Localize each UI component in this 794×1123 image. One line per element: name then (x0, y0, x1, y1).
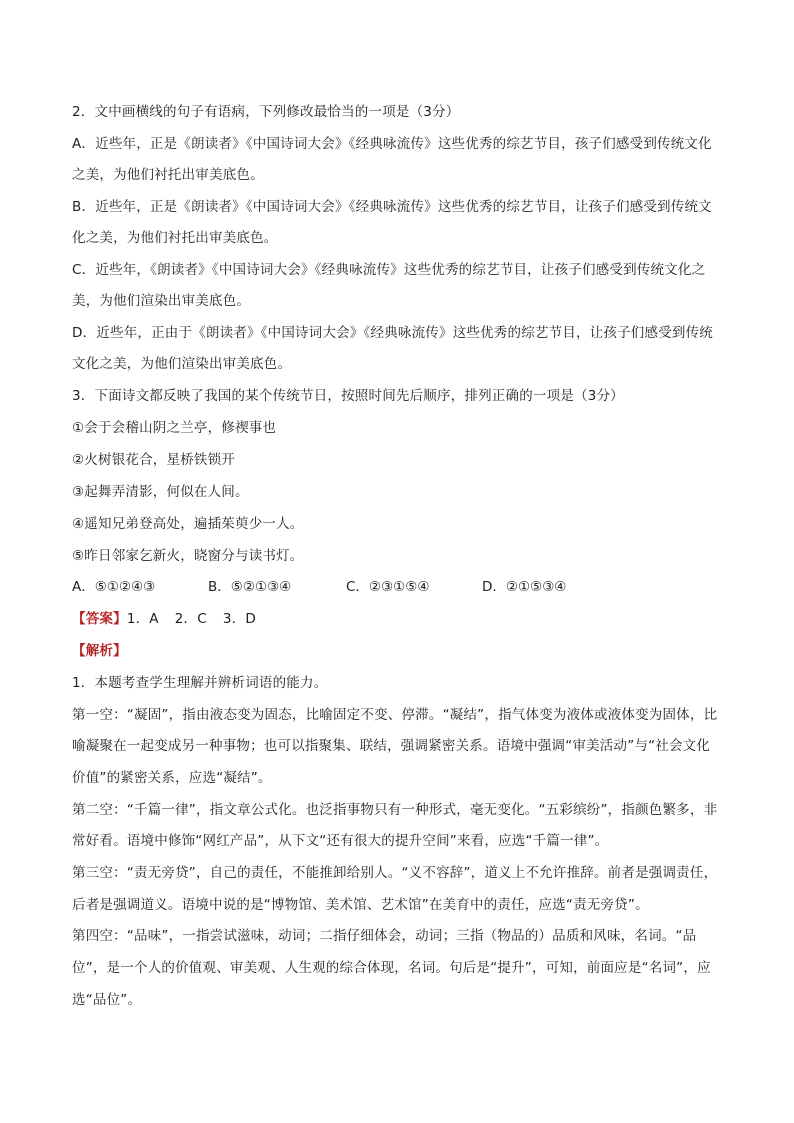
question-2-option-d-line-1: D．近些年，正由于《朗读者》《中国诗词大会》《经典咏流传》这些优秀的综艺节目，让孩子们感受到传统 (72, 325, 713, 341)
question-3-item-3: ③起舞弄清影，何似在人间。 (72, 484, 249, 500)
analysis-blank-3-line-2: 后者是强调道义。语境中说的是“博物馆、美术馆、艺术馆”在美育中的责任，应选“责无旁贷”。 (72, 897, 649, 913)
analysis-blank-2-line-2: 常好看。语境中修饰“网红产品”，从下文“还有很大的提升空间”来看，应选“千篇一律”。 (72, 833, 609, 849)
question-2-option-b-line-2: 化之美，为他们衬托出审美底色。 (72, 230, 278, 246)
question-3-item-4: ④遥知兄弟登高处，遍插茱萸少一人。 (72, 516, 304, 532)
question-3-option-a: A．⑤①②④③ (72, 579, 156, 595)
analysis-blank-2-line-1: 第二空：“千篇一律”，指文章公式化。也泛指事物只有一种形式，毫无变化。“五彩缤纷”，指颜色繁多，非 (72, 802, 718, 818)
analysis-intro: 1．本题考查学生理解并辨析词语的能力。 (72, 675, 328, 691)
analysis-blank-1-line-2: 喻凝聚在一起变成另一种事物；也可以指聚集、联结，强调紧密关系。语境中强调“审美活动”与“社会文化 (72, 738, 711, 754)
answer-item-3: 3．D (222, 611, 256, 627)
question-3-item-2: ②火树银花合，星桥铁锁开 (72, 452, 236, 468)
question-2-option-d-line-2: 文化之美，为他们渲染出审美底色。 (72, 356, 292, 372)
question-2-option-c-line-2: 美，为他们渲染出审美底色。 (72, 293, 251, 309)
analysis-blank-4-line-3: 选“品位”。 (72, 992, 142, 1008)
answer-item-2: 2．C (174, 611, 207, 627)
question-2-option-b-line-1: B．近些年，正是《朗读者》《中国诗词大会》《经典咏流传》这些优秀的综艺节目，让孩子们感受到传统文 (72, 199, 712, 215)
analysis-blank-4-line-1: 第四空：“品味”，一指尝试滋味，动词；二指仔细体会，动词；三指（物品的）品质和风味，名词。“品 (72, 928, 697, 944)
analysis-blank-1-line-1: 第一空：“凝固”，指由液态变为固态，比喻固定不变、停滞。“凝结”，指气体变为液体或液体变为固体，比 (72, 707, 718, 723)
question-3-item-5: ⑤昨日邻家乞新火，晓窗分与读书灯。 (72, 548, 304, 564)
question-2-option-a-line-1: A．近些年，正是《朗读者》《中国诗词大会》《经典咏流传》这些优秀的综艺节目，孩子们感受到传统文化 (72, 136, 712, 152)
answer-label: 【答案】 (72, 611, 127, 627)
answer-item-1: 1．A (126, 611, 159, 627)
question-3-option-d: D．②①⑤③④ (482, 579, 567, 595)
question-2-option-a-line-2: 之美，为他们衬托出审美底色。 (72, 167, 264, 183)
analysis-label: 【解析】 (72, 643, 127, 659)
question-3-option-c: C．②③①⑤④ (346, 579, 430, 595)
analysis-label-line (72, 641, 732, 661)
question-3-option-b: B．⑤②①③④ (208, 579, 292, 595)
question-2-stem: 2．文中画横线的句子有语病，下列修改最恰当的一项是（3分） (72, 104, 460, 120)
question-3-options (72, 577, 732, 597)
question-3-stem: 3．下面诗文都反映了我国的某个传统节日，按照时间先后顺序，排列正确的一项是（3分） (72, 388, 624, 404)
question-3-item-1: ①会于会稽山阴之兰亭，修禊事也 (72, 420, 277, 436)
analysis-blank-3-line-1: 第三空：“责无旁贷”，自己的责任，不能推卸给别人。“义不容辞”，道义上不允许推辞。前者是强调责任， (72, 865, 718, 881)
question-2-option-c-line-1: C．近些年，《朗读者》《中国诗词大会》《经典咏流传》这些优秀的综艺节目，让孩子们感受到传统文化之 (72, 262, 706, 278)
analysis-blank-4-line-2: 位”，是一个人的价值观、审美观、人生观的综合体现，名词。句后是“提升”，可知，前面应是“名词”，应 (72, 960, 711, 976)
answer-line (72, 609, 732, 629)
analysis-blank-1-line-3: 价值”的紧密关系，应选“凝结”。 (72, 770, 272, 786)
